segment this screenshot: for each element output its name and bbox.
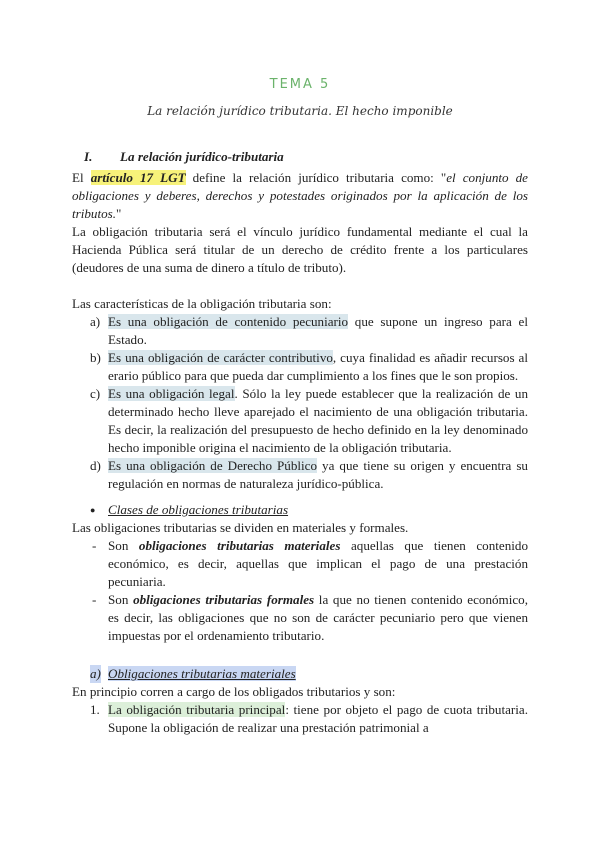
paragraph-obligation: La obligación tributaria será el vínculo jurídico fundamental mediante el cual la Hacienda Pública será titular de un derecho de crédito frente a los particulares (deudores de una suma de dinero a título de tributo).: [72, 224, 528, 275]
text: . Sólo la ley puede establecer que la realización de un determinado hecho lleve aparejado el nacimiento de una obligación tributaria. Es decir, la realización del presupuesto de hecho definido en la ley denominado hecho imponible origina el nacimiento de la obligación tributaria.: [108, 386, 528, 455]
highlight: Es una obligación de contenido pecuniario: [108, 314, 349, 329]
classes-title: Clases de obligaciones tributarias: [108, 502, 289, 517]
list-marker: 1.: [90, 702, 100, 717]
paragraph-definition: [72, 169, 528, 223]
highlight-article: artículo 17 LGT: [90, 170, 186, 185]
bold-term: obligaciones tributarias formales: [133, 592, 315, 607]
list-item: [72, 457, 528, 493]
document-body: [72, 148, 528, 737]
list-marker: -: [92, 592, 97, 607]
text: define la relación jurídico tributaria como: ": [185, 170, 447, 185]
section-number: I.: [84, 149, 93, 164]
list-item: [72, 701, 528, 737]
text: : tiene por objeto el pago de cuota tributaria. Supone la obligación de realizar una prestación patrimonial a: [108, 702, 528, 735]
list-marker: -: [92, 538, 97, 553]
text: la que no tienen contenido económico, es decir, las obligaciones que no son de carácter pecuniario pero que vienen impuestas por el ordenamiento tributario.: [108, 592, 528, 643]
list-item: [72, 349, 528, 385]
paragraph-classes-intro: Las obligaciones tributarias se dividen en materiales y formales.: [72, 520, 409, 535]
characteristics-list: [72, 313, 528, 493]
highlight: Es una obligación legal: [108, 386, 235, 401]
bold-term: obligaciones tributarias materiales: [138, 538, 341, 553]
classes-heading: [72, 501, 528, 519]
text: Son: [108, 592, 134, 607]
definition-quote: el conjunto de obligaciones y deberes, derechos y potestades originados por la aplicación de los tributos.: [72, 170, 528, 221]
material-heading: [72, 665, 528, 683]
text: ya que tiene su origen y encuentra su regulación en normas de naturaleza jurídico-pública.: [108, 458, 528, 491]
list-item: [72, 385, 528, 457]
bullet-icon: ●: [90, 505, 96, 515]
highlight: Es una obligación de Derecho Público: [108, 458, 318, 473]
document-subtitle: La relación jurídico tributaria. El hecho imponible: [147, 104, 453, 118]
paragraph-material-intro: En principio corren a cargo de los obligados tributarios y son:: [72, 684, 396, 699]
topic-label: TEMA 5: [269, 77, 331, 92]
paragraph-characteristics-intro: Las características de la obligación tributaria son:: [72, 296, 332, 311]
list-marker: d): [90, 458, 101, 473]
list-marker: a): [90, 666, 101, 681]
text: Son: [108, 538, 139, 553]
list-item: [72, 537, 528, 591]
list-item: [72, 313, 528, 349]
list-item: [72, 591, 528, 645]
highlight: Es una obligación de carácter contributivo: [108, 350, 333, 365]
section-heading: [72, 148, 528, 166]
classes-list: [72, 537, 528, 645]
section-title: La relación jurídico-tributaria: [120, 149, 284, 164]
list-marker: a): [90, 314, 101, 329]
text: aquellas que tienen contenido económico, es decir, aquellas que implican el pago de una prestación pecuniaria.: [108, 538, 529, 589]
material-list: [72, 701, 528, 737]
text: que supone un ingreso para el Estado.: [108, 314, 528, 347]
list-marker: c): [90, 386, 101, 401]
highlight: La obligación tributaria principal: [108, 702, 286, 717]
text: El: [72, 170, 91, 185]
text: ": [116, 206, 122, 221]
list-marker: b): [90, 350, 101, 365]
material-title: Obligaciones tributarias materiales: [108, 666, 296, 681]
text: , cuya finalidad es añadir recursos al erario público para que pueda dar cumplimiento a los fines que le son propios.: [108, 350, 528, 383]
